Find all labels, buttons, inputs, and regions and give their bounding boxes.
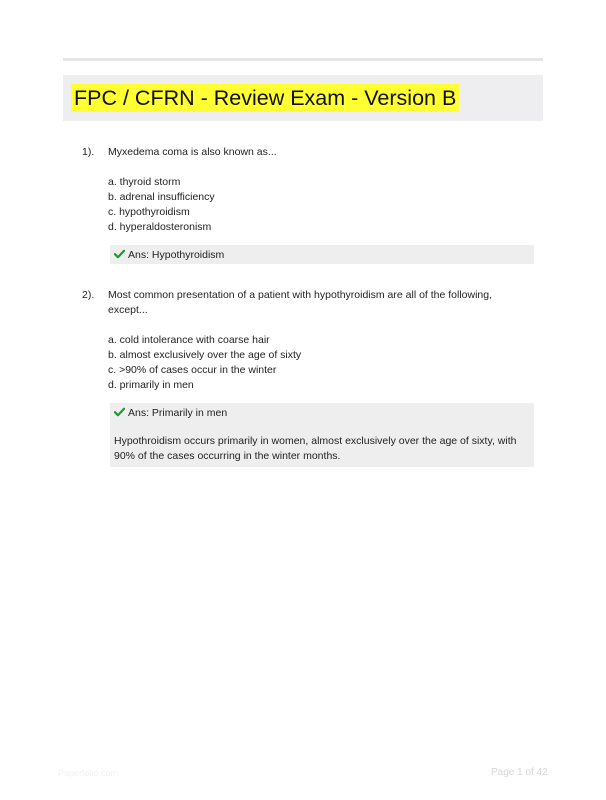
option-b: b. adrenal insufficiency [108, 191, 215, 203]
page-title: FPC / CFRN - Review Exam - Version B [71, 84, 459, 112]
answer-text: Ans: Primarily in men [128, 407, 228, 419]
option-b: b. almost exclusively over the age of sixty [108, 349, 302, 361]
options-list [108, 175, 215, 235]
answer-box [110, 245, 534, 264]
title-box [63, 75, 543, 121]
answer-line [114, 406, 227, 420]
question-number: 2). [82, 289, 95, 301]
option-a: a. thyroid storm [108, 176, 181, 188]
footer-watermark: Paperfolio.com [58, 768, 119, 778]
answer-explanation: Hypothroidism occurs primarily in women, almost exclusively over the age of sixty, with 90% of the cases occurring in the winter months. [114, 435, 517, 462]
question-number: 1). [82, 146, 95, 158]
page-number: Page 1 of 42 [491, 767, 548, 778]
options-list [108, 333, 301, 393]
question-text: Most common presentation of a patient with hypothyroidism are all of the following, except... [108, 289, 493, 316]
question-text: Myxedema coma is also known as... [108, 146, 277, 158]
option-c: c. >90% of cases occur in the winter [108, 364, 277, 376]
option-d: d. hyperaldosteronism [108, 221, 212, 233]
answer-text: Ans: Hypothyroidism [128, 249, 225, 261]
check-icon [114, 249, 125, 259]
option-d: d. primarily in men [108, 379, 194, 391]
answer-box [110, 403, 534, 467]
top-rule [63, 58, 543, 61]
check-icon [114, 407, 125, 417]
option-a: a. cold intolerance with coarse hair [108, 334, 270, 346]
option-c: c. hypothyroidism [108, 206, 190, 218]
answer-line [114, 248, 224, 262]
